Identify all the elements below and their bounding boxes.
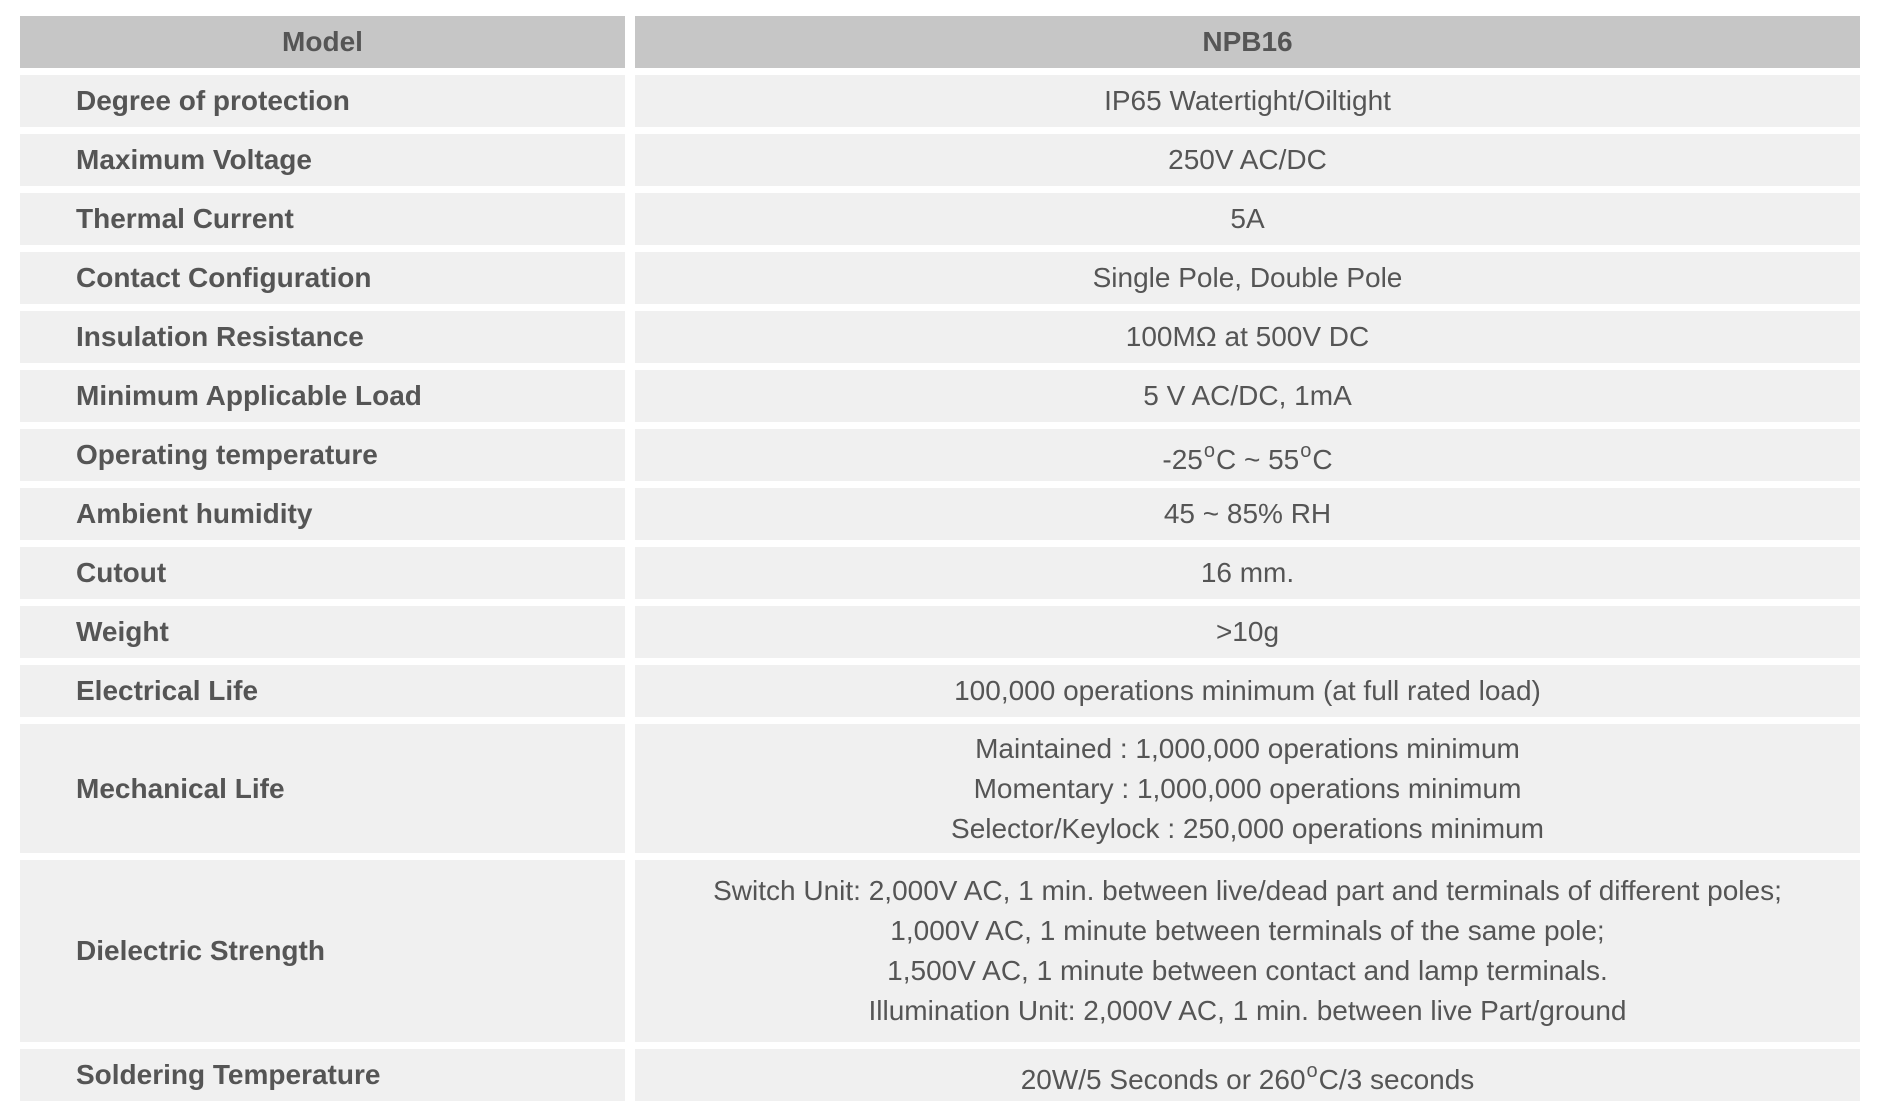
row-label-electrical-life: Electrical Life — [20, 665, 625, 717]
row-label-operating-temperature: Operating temperature — [20, 429, 625, 481]
row-label-soldering-temperature: Soldering Temperature — [20, 1049, 625, 1101]
row-label-thermal-current: Thermal Current — [20, 193, 625, 245]
value-text: 20W/5 Seconds or 260$^o$C/3 seconds — [1020, 1059, 1475, 1095]
row-label-degree-of-protection: Degree of protection — [20, 75, 625, 127]
value-line: Momentary : 1,000,000 operations minimum — [973, 772, 1522, 804]
row-label-contact-configuration: Contact Configuration — [20, 252, 625, 304]
row-value-minimum-applicable-load: 5 V AC/DC, 1mA — [635, 370, 1860, 422]
row-label-weight: Weight — [20, 606, 625, 658]
row-label-ambient-humidity: Ambient humidity — [20, 488, 625, 540]
row-value-insulation-resistance: 100MΩ at 500V DC — [635, 311, 1860, 363]
value-text: -25$^o$C ~ 55$^o$C — [1162, 439, 1333, 475]
row-value-electrical-life: 100,000 operations minimum (at full rated load) — [635, 665, 1860, 717]
row-value-cutout: 16 mm. — [635, 547, 1860, 599]
row-value-weight: >10g — [635, 606, 1860, 658]
spec-table — [20, 16, 1870, 1101]
degree-symbol: o — [1300, 439, 1312, 462]
row-label-dielectric-strength: Dielectric Strength — [20, 860, 625, 1042]
value-line: Maintained : 1,000,000 operations minimum — [975, 732, 1520, 764]
row-label-cutout: Cutout — [20, 547, 625, 599]
row-value-dielectric-strength — [635, 860, 1860, 1042]
row-value-ambient-humidity: 45 ~ 85% RH — [635, 488, 1860, 540]
value-line: Illumination Unit: 2,000V AC, 1 min. between live Part/ground — [868, 995, 1627, 1026]
value-line: Switch Unit: 2,000V AC, 1 min. between live/dead part and terminals of different poles; — [713, 875, 1782, 906]
row-label-insulation-resistance: Insulation Resistance — [20, 311, 625, 363]
value-line: 1,000V AC, 1 minute between terminals of the same pole; — [890, 915, 1605, 946]
degree-symbol: o — [1306, 1059, 1318, 1082]
header-model-label: Model — [20, 16, 625, 68]
row-value-contact-configuration: Single Pole, Double Pole — [635, 252, 1860, 304]
header-model-value: NPB16 — [635, 16, 1860, 68]
row-value-soldering-temperature — [635, 1049, 1860, 1101]
degree-symbol: o — [1203, 439, 1215, 462]
row-label-minimum-applicable-load: Minimum Applicable Load — [20, 370, 625, 422]
row-value-thermal-current: 5A — [635, 193, 1860, 245]
row-value-maximum-voltage: 250V AC/DC — [635, 134, 1860, 186]
value-line: Selector/Keylock : 250,000 operations minimum — [951, 812, 1544, 844]
row-label-maximum-voltage: Maximum Voltage — [20, 134, 625, 186]
row-value-mechanical-life — [635, 724, 1860, 853]
row-value-operating-temperature — [635, 429, 1860, 481]
value-line: 1,500V AC, 1 minute between contact and lamp terminals. — [887, 955, 1608, 986]
row-label-mechanical-life: Mechanical Life — [20, 724, 625, 853]
row-value-degree-of-protection: IP65 Watertight/Oiltight — [635, 75, 1860, 127]
